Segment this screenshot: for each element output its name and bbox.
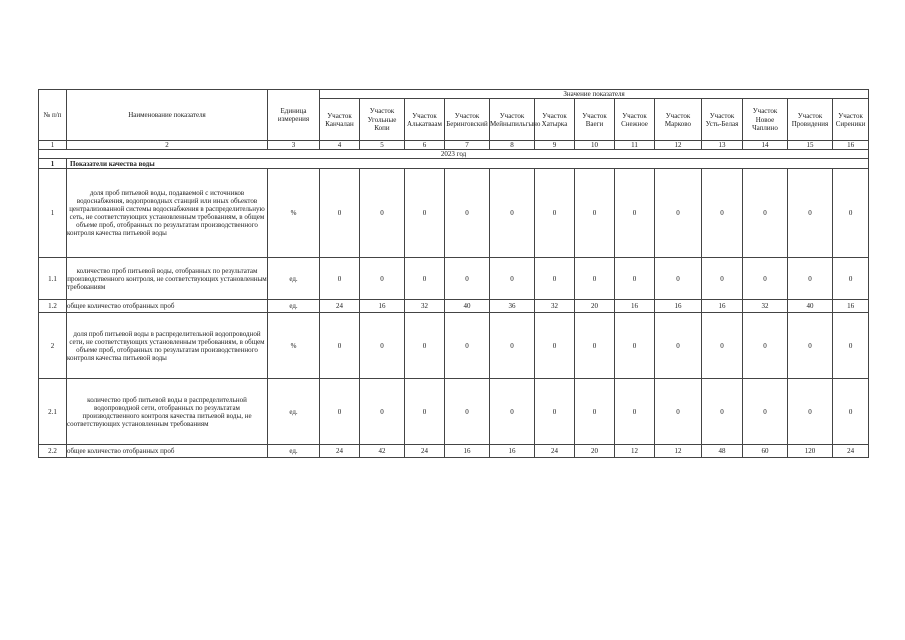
- value-cell: 32: [743, 300, 788, 313]
- value-cell: 16: [702, 300, 743, 313]
- value-cell: 16: [445, 445, 490, 458]
- value-cell: 16: [833, 300, 869, 313]
- column-number: 11: [615, 141, 655, 150]
- value-cell: 16: [655, 300, 702, 313]
- value-cell: 0: [702, 258, 743, 300]
- header-site: Участок Сиреники: [833, 99, 869, 141]
- value-cell: 20: [575, 445, 615, 458]
- table-row: [39, 169, 869, 258]
- table-row: [39, 258, 869, 300]
- value-cell: 42: [360, 445, 405, 458]
- value-cell: 0: [702, 379, 743, 445]
- unit-cell: ед.: [268, 258, 320, 300]
- value-cell: 0: [490, 379, 535, 445]
- value-cell: 40: [445, 300, 490, 313]
- column-number: 14: [743, 141, 788, 150]
- value-cell: 0: [575, 379, 615, 445]
- indicator-name: количество проб питьевой воды, отобранных по результатам производственного контроля, не соответствующих установленным требованиям: [67, 258, 268, 300]
- header-no: № п/п: [39, 90, 67, 141]
- value-cell: 16: [360, 300, 405, 313]
- value-cell: 0: [615, 258, 655, 300]
- value-cell: 24: [833, 445, 869, 458]
- header-name: Наименование показателя: [67, 90, 268, 141]
- value-cell: 0: [788, 169, 833, 258]
- value-cell: 24: [320, 445, 360, 458]
- header-site: Участок Беринговский: [445, 99, 490, 141]
- value-cell: 0: [535, 169, 575, 258]
- value-cell: 0: [743, 258, 788, 300]
- value-cell: 0: [445, 379, 490, 445]
- value-cell: 0: [655, 258, 702, 300]
- value-cell: 0: [833, 313, 869, 379]
- value-cell: 0: [445, 313, 490, 379]
- header-site: Участок Алькатваам: [405, 99, 445, 141]
- column-number: 3: [268, 141, 320, 150]
- value-cell: 0: [405, 169, 445, 258]
- value-cell: 0: [445, 258, 490, 300]
- value-cell: 0: [615, 379, 655, 445]
- column-number: 5: [360, 141, 405, 150]
- value-cell: 0: [833, 258, 869, 300]
- header-values-group: Значение показателя: [320, 90, 869, 99]
- value-cell: 36: [490, 300, 535, 313]
- row-number: 1.2: [39, 300, 67, 313]
- value-cell: 0: [788, 379, 833, 445]
- value-cell: 32: [405, 300, 445, 313]
- column-number: 9: [535, 141, 575, 150]
- value-cell: 12: [615, 445, 655, 458]
- header-site: Участок Ваеги: [575, 99, 615, 141]
- value-cell: 0: [360, 258, 405, 300]
- value-cell: 0: [833, 379, 869, 445]
- table-row: [39, 313, 869, 379]
- column-number: 16: [833, 141, 869, 150]
- value-cell: 40: [788, 300, 833, 313]
- value-cell: 0: [535, 258, 575, 300]
- unit-cell: %: [268, 169, 320, 258]
- value-cell: 0: [320, 169, 360, 258]
- row-number: 2.1: [39, 379, 67, 445]
- value-cell: 24: [405, 445, 445, 458]
- value-cell: 0: [655, 379, 702, 445]
- indicators-table: [38, 89, 869, 458]
- value-cell: 0: [320, 313, 360, 379]
- row-number: 1: [39, 169, 67, 258]
- value-cell: 0: [743, 169, 788, 258]
- value-cell: 12: [655, 445, 702, 458]
- indicator-name: доля проб питьевой воды, подаваемой с источников водоснабжения, водопроводных станций или иных объектов централизованной системы водоснабжения в распределительную сеть, не соответствующих установленным требованиям, в общем объеме проб, отобранных по результатам производственного контроля качества питьевой воды: [67, 169, 268, 258]
- unit-cell: ед.: [268, 445, 320, 458]
- unit-cell: ед.: [268, 379, 320, 445]
- value-cell: 0: [743, 379, 788, 445]
- value-cell: 0: [575, 313, 615, 379]
- value-cell: 0: [320, 379, 360, 445]
- value-cell: 0: [490, 169, 535, 258]
- value-cell: 60: [743, 445, 788, 458]
- column-number: 15: [788, 141, 833, 150]
- header-site: Участок Хатырка: [535, 99, 575, 141]
- value-cell: 0: [360, 169, 405, 258]
- column-number: 4: [320, 141, 360, 150]
- value-cell: 32: [535, 300, 575, 313]
- row-number: 2.2: [39, 445, 67, 458]
- value-cell: 0: [833, 169, 869, 258]
- value-cell: 0: [655, 313, 702, 379]
- header-site: Участок Новое Чаплино: [743, 99, 788, 141]
- value-cell: 0: [360, 379, 405, 445]
- value-cell: 0: [535, 379, 575, 445]
- value-cell: 120: [788, 445, 833, 458]
- value-cell: 0: [490, 313, 535, 379]
- indicator-name: количество проб питьевой воды в распределительной водопроводной сети, отобранных по результатам производственного контроля качества питьевой воды, не соответствующих установленным требованиям: [67, 379, 268, 445]
- value-cell: 0: [490, 258, 535, 300]
- unit-cell: ед.: [268, 300, 320, 313]
- value-cell: 0: [575, 169, 615, 258]
- indicator-name: общее количество отобранных проб: [67, 300, 268, 313]
- value-cell: 16: [490, 445, 535, 458]
- table-row: [39, 300, 869, 313]
- value-cell: 0: [405, 258, 445, 300]
- unit-cell: %: [268, 313, 320, 379]
- column-number: 8: [490, 141, 535, 150]
- value-cell: 0: [405, 379, 445, 445]
- table-row: [39, 445, 869, 458]
- header-unit: Единица измерения: [268, 90, 320, 141]
- table-row: [39, 379, 869, 445]
- value-cell: 0: [615, 313, 655, 379]
- header-site: Участок Угольные Копи: [360, 99, 405, 141]
- value-cell: 0: [615, 169, 655, 258]
- column-number: 13: [702, 141, 743, 150]
- value-cell: 24: [535, 445, 575, 458]
- value-cell: 20: [575, 300, 615, 313]
- value-cell: 16: [615, 300, 655, 313]
- header-site: Участок Канчалан: [320, 99, 360, 141]
- value-cell: 0: [535, 313, 575, 379]
- value-cell: 0: [445, 169, 490, 258]
- value-cell: 48: [702, 445, 743, 458]
- value-cell: 0: [575, 258, 615, 300]
- section-title: Показатели качества воды: [67, 159, 869, 169]
- value-cell: 0: [788, 313, 833, 379]
- value-cell: 0: [788, 258, 833, 300]
- header-site: Участок Снежное: [615, 99, 655, 141]
- indicator-name: общее количество отобранных проб: [67, 445, 268, 458]
- value-cell: 0: [360, 313, 405, 379]
- column-number: 2: [67, 141, 268, 150]
- header-site: Участок Провидения: [788, 99, 833, 141]
- column-number: 7: [445, 141, 490, 150]
- value-cell: 0: [655, 169, 702, 258]
- value-cell: 0: [702, 313, 743, 379]
- column-number: 10: [575, 141, 615, 150]
- column-number: 12: [655, 141, 702, 150]
- value-cell: 0: [702, 169, 743, 258]
- row-number: 1.1: [39, 258, 67, 300]
- header-site: Участок Мейныпильгыно: [490, 99, 535, 141]
- row-number: 2: [39, 313, 67, 379]
- column-number: 1: [39, 141, 67, 150]
- column-number: 6: [405, 141, 445, 150]
- indicator-name: доля проб питьевой воды в распределительной водопроводной сети, не соответствующих установленным требованиям, в общем объеме проб, отобранных по результатам производственного контроля качества питьевой воды: [67, 313, 268, 379]
- section-no: 1: [39, 159, 67, 169]
- value-cell: 24: [320, 300, 360, 313]
- value-cell: 0: [405, 313, 445, 379]
- header-site: Участок Марково: [655, 99, 702, 141]
- value-cell: 0: [320, 258, 360, 300]
- value-cell: 0: [743, 313, 788, 379]
- header-site: Участок Усть-Белая: [702, 99, 743, 141]
- year-row: 2023 год: [39, 150, 869, 159]
